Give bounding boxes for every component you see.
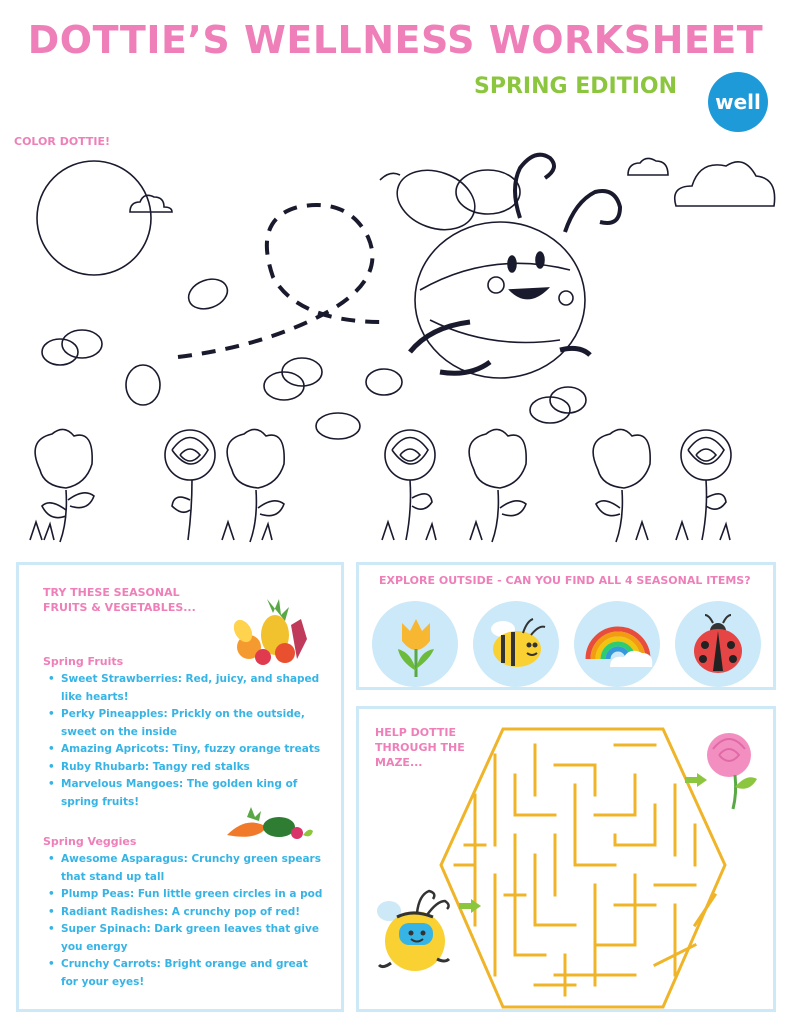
list-item: • Ruby Rhubarb: Tangy red stalks	[43, 759, 323, 777]
explore-outside-panel	[356, 562, 776, 690]
coloring-illustration	[0, 140, 791, 550]
list-item: • Plump Peas: Fun little green circles in a pod	[43, 886, 323, 904]
bee-icon	[473, 601, 559, 687]
list-item: • Radiant Radishes: A crunchy pop of red!	[43, 904, 323, 922]
tulip-drawing	[469, 429, 526, 542]
spring-fruits-list	[43, 671, 323, 811]
dottie-bee-drawing	[380, 155, 620, 378]
list-item: • Marvelous Mangoes: The golden king of spring fruits!	[43, 776, 323, 811]
maze-panel	[356, 706, 776, 1012]
seasonal-foods-panel	[16, 562, 344, 1012]
tulip-drawing	[593, 429, 650, 542]
rose-drawing	[165, 430, 215, 540]
seed-shape	[42, 339, 78, 365]
veggie-illustration	[223, 807, 315, 843]
sun-icon	[37, 161, 151, 275]
rose-drawing	[382, 430, 436, 540]
list-item: • Perky Pineapples: Prickly on the outside, sweet on the inside	[43, 706, 323, 741]
list-item: • Awesome Asparagus: Crunchy green spears that stand up tall	[43, 851, 323, 886]
flight-path	[178, 205, 383, 357]
cloud-icon	[628, 158, 668, 175]
list-item: • Crunchy Carrots: Bright orange and great for your eyes!	[43, 956, 323, 991]
maze-drawing[interactable]	[435, 725, 731, 1011]
list-item: • Sweet Strawberries: Red, juicy, and shaped like hearts!	[43, 671, 323, 706]
seed-shape	[366, 369, 402, 395]
tulip-drawing	[222, 429, 284, 542]
color-dottie-label: COLOR DOTTIE!	[14, 135, 111, 148]
seed-shape	[316, 413, 360, 439]
rose-icon	[699, 729, 763, 813]
spring-veggies-list	[43, 851, 323, 991]
rainbow-icon	[574, 601, 660, 687]
maze-heading: HELP DOTTIE THROUGH THE MAZE...	[375, 726, 465, 769]
arrow-icon	[459, 899, 481, 913]
list-item: • Super Spinach: Dark green leaves that give you energy	[43, 921, 323, 956]
spring-veggies-heading: Spring Veggies	[43, 835, 137, 848]
edition-subtitle: SPRING EDITION	[474, 74, 678, 99]
flowers-row	[30, 429, 731, 542]
seed-shape	[126, 365, 160, 405]
well-logo: well	[708, 72, 768, 132]
explore-heading: EXPLORE OUTSIDE - CAN YOU FIND ALL 4 SEASONAL ITEMS?	[379, 574, 751, 587]
ladybug-icon	[675, 601, 761, 687]
fruit-illustration	[231, 595, 311, 667]
tulip-icon	[372, 601, 458, 687]
cloud-icon	[675, 162, 775, 206]
list-item: • Amazing Apricots: Tiny, fuzzy orange treats	[43, 741, 323, 759]
seed-shape	[550, 387, 586, 413]
rose-drawing	[676, 430, 731, 540]
spring-fruits-heading: Spring Fruits	[43, 655, 124, 668]
tulip-drawing	[30, 429, 94, 542]
seed-shape	[184, 274, 231, 314]
dottie-bee-icon	[371, 879, 455, 979]
seasonal-foods-heading: TRY THESE SEASONAL FRUITS & VEGETABLES...	[43, 586, 196, 614]
worksheet-title: DOTTIE’S WELLNESS WORKSHEET	[27, 18, 764, 62]
seed-shape	[62, 330, 102, 358]
